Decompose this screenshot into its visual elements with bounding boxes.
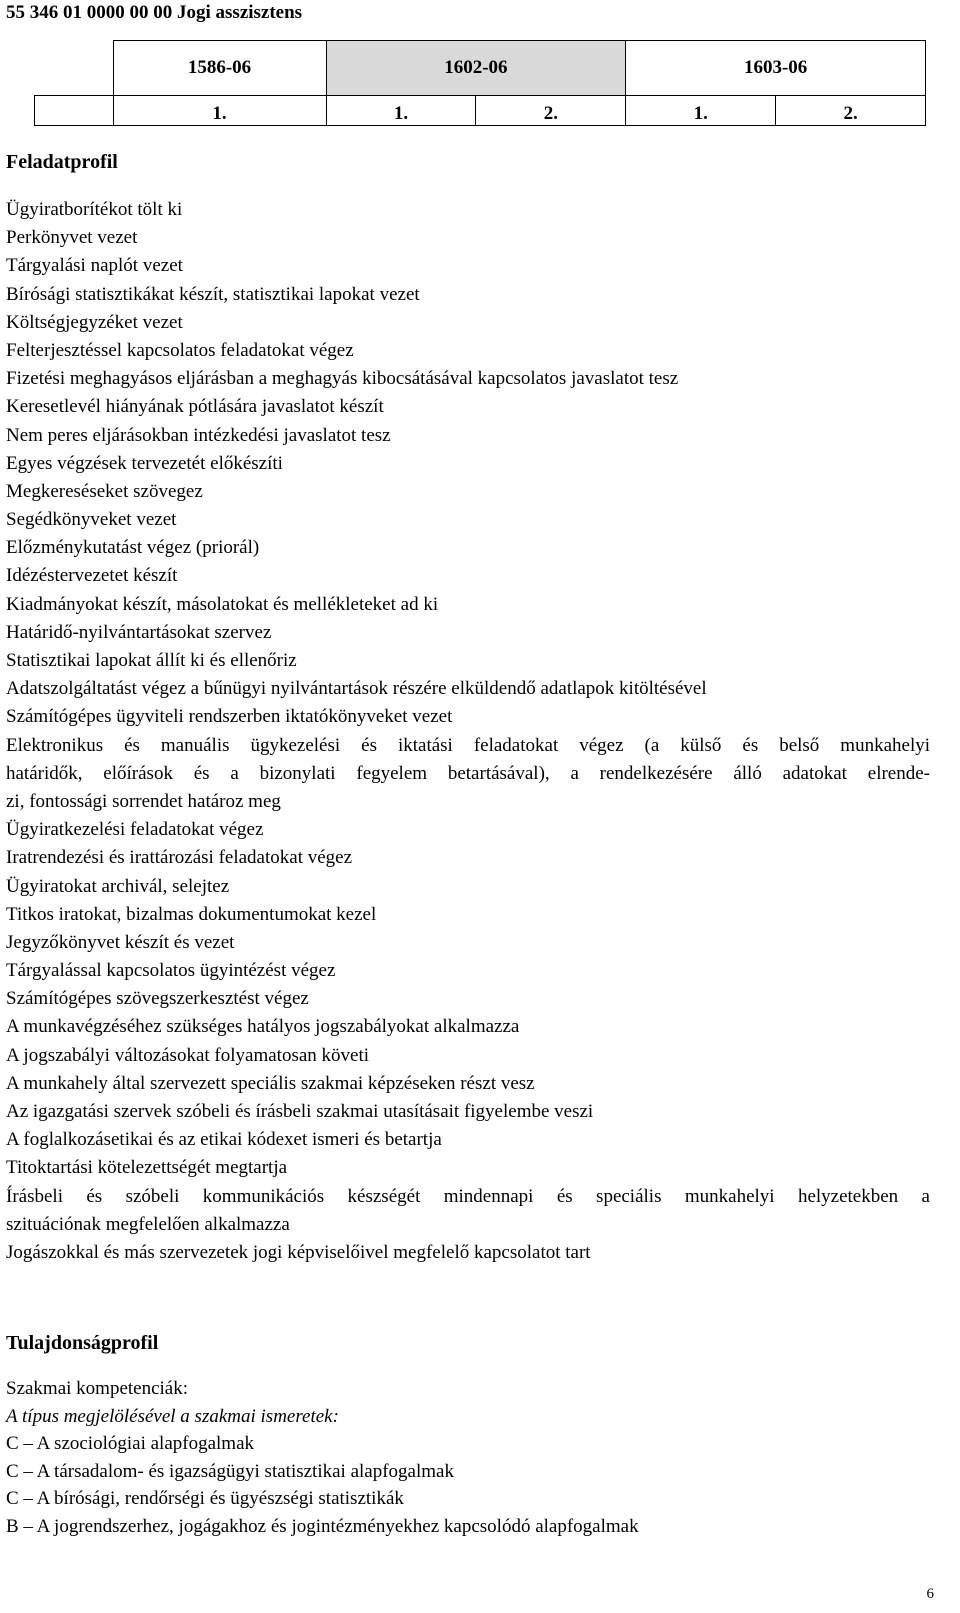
tulajdonsagprofil-heading: Tulajdonságprofil	[6, 1332, 159, 1354]
list-item: Számítógépes szövegszerkesztést végez	[6, 988, 309, 1010]
list-item: C – A bírósági, rendőrségi és ügyészségi statisztikák	[6, 1488, 404, 1510]
list-item: Megkereséseket szövegez	[6, 480, 203, 502]
list-item: Statisztikai lapokat állít ki és ellenőriz	[6, 650, 297, 671]
module-code-cell: 1602-06	[326, 41, 626, 96]
module-number-cell: 1.	[326, 96, 476, 126]
list-item: A jogszabályi változásokat folyamatosan követi	[6, 1044, 370, 1066]
module-code-cell: 1603-06	[626, 41, 926, 96]
list-item: Költségjegyzéket vezet	[6, 311, 183, 333]
list-item: A munkahely által szervezett speciális szakmai képzéseken részt vesz	[6, 1072, 535, 1094]
table-empty-cell	[35, 96, 114, 126]
list-item: zi, fontossági sorrendet határoz meg	[6, 790, 281, 812]
module-code-cell: 1586-06	[113, 41, 326, 96]
list-item: Idézéstervezetet készít	[6, 565, 178, 587]
list-item: Fizetési meghagyásos eljárásban a meghagyás kibocsátásával kapcsolatos javaslatot tesz	[6, 368, 679, 390]
competency-note: A típus megjelölésével a szakmai ismeretek:	[6, 1405, 339, 1427]
list-item: határidők, előírások és a bizonylati fegyelem betartásával), a rendelkezésére álló adatokat elrende-	[6, 762, 930, 784]
list-item: Jegyzőkönyvet készít és vezet	[6, 931, 235, 953]
list-item: Írásbeli és szóbeli kommunikációs készségét mindennapi és speciális munkahelyi helyzetekben a	[6, 1185, 930, 1207]
list-item: Számítógépes ügyviteli rendszerben iktatókönyveket vezet	[6, 706, 453, 728]
list-item: C – A társadalom- és igazságügyi statisztikai alapfogalmak	[6, 1460, 454, 1482]
list-item: Titkos iratokat, bizalmas dokumentumokat kezel	[6, 903, 377, 925]
page-number: 6	[926, 1586, 934, 1602]
list-item: Titoktartási kötelezettségét megtartja	[6, 1157, 288, 1179]
module-table	[34, 40, 926, 126]
list-item: Iratrendezési és irattározási feladatokat végez	[6, 847, 353, 869]
list-item: Kiadmányokat készít, másolatokat és mellékleteket ad ki	[6, 593, 439, 615]
list-item: Felterjesztéssel kapcsolatos feladatokat végez	[6, 339, 354, 361]
list-item: Ügyiratborítékot tölt ki	[6, 199, 183, 220]
tulajdonsagprofil-list	[6, 1375, 930, 1541]
list-item: Tárgyalással kapcsolatos ügyintézést végez	[6, 960, 336, 982]
list-item: Határidő-nyilvántartásokat szervez	[6, 621, 272, 643]
feladatprofil-list	[6, 196, 930, 1267]
list-item: B – A jogrendszerhez, jogágakhoz és jogintézményekhez kapcsolódó alapfogalmak	[6, 1515, 639, 1537]
competency-subheading: Szakmai kompetenciák:	[6, 1378, 189, 1399]
feladatprofil-heading: Feladatprofil	[6, 151, 118, 173]
list-item: Az igazgatási szervek szóbeli és írásbeli szakmai utasításait figyelembe veszi	[6, 1101, 594, 1122]
list-item: Bírósági statisztikákat készít, statisztikai lapokat vezet	[6, 283, 420, 305]
module-number-cell: 1.	[626, 96, 776, 126]
list-item: Előzménykutatást végez (priorál)	[6, 537, 260, 559]
list-item: Nem peres eljárásokban intézkedési javaslatot tesz	[6, 424, 391, 446]
module-codes-row	[35, 41, 926, 96]
list-item: Jogászokkal és más szervezetek jogi képviselőivel megfelelő kapcsolatot tart	[6, 1241, 591, 1263]
module-numbers-row	[35, 96, 926, 126]
list-item: Egyes végzések tervezetét előkészíti	[6, 452, 283, 474]
list-item: A munkavégzéséhez szükséges hatályos jogszabályokat alkalmazza	[6, 1016, 520, 1038]
document-title: 55 346 01 0000 00 00 Jogi asszisztens	[6, 2, 303, 23]
module-number-cell: 1.	[113, 96, 326, 126]
list-item: C – A szociológiai alapfogalmak	[6, 1433, 255, 1455]
list-item: Perkönyvet vezet	[6, 227, 138, 249]
list-item: Tárgyalási naplót vezet	[6, 255, 183, 277]
table-empty-cell	[35, 41, 114, 96]
list-item: Elektronikus és manuális ügykezelési és iktatási feladatokat végez (a külső és belső munkahelyi	[6, 734, 930, 756]
list-item: A foglalkozásetikai és az etikai kódexet ismeri és betartja	[6, 1129, 442, 1151]
module-number-cell: 2.	[476, 96, 626, 126]
list-item: Ügyiratkezelési feladatokat végez	[6, 819, 264, 841]
list-item: Segédkönyveket vezet	[6, 509, 177, 531]
list-item: Ügyiratokat archivál, selejtez	[6, 875, 230, 897]
list-item: szituációnak megfelelően alkalmazza	[6, 1213, 290, 1235]
list-item: Keresetlevél hiányának pótlására javaslatot készít	[6, 396, 384, 418]
module-number-cell: 2.	[776, 96, 926, 126]
list-item: Adatszolgáltatást végez a bűnügyi nyilvántartások részére elküldendő adatlapok kitöltésével	[6, 678, 707, 700]
